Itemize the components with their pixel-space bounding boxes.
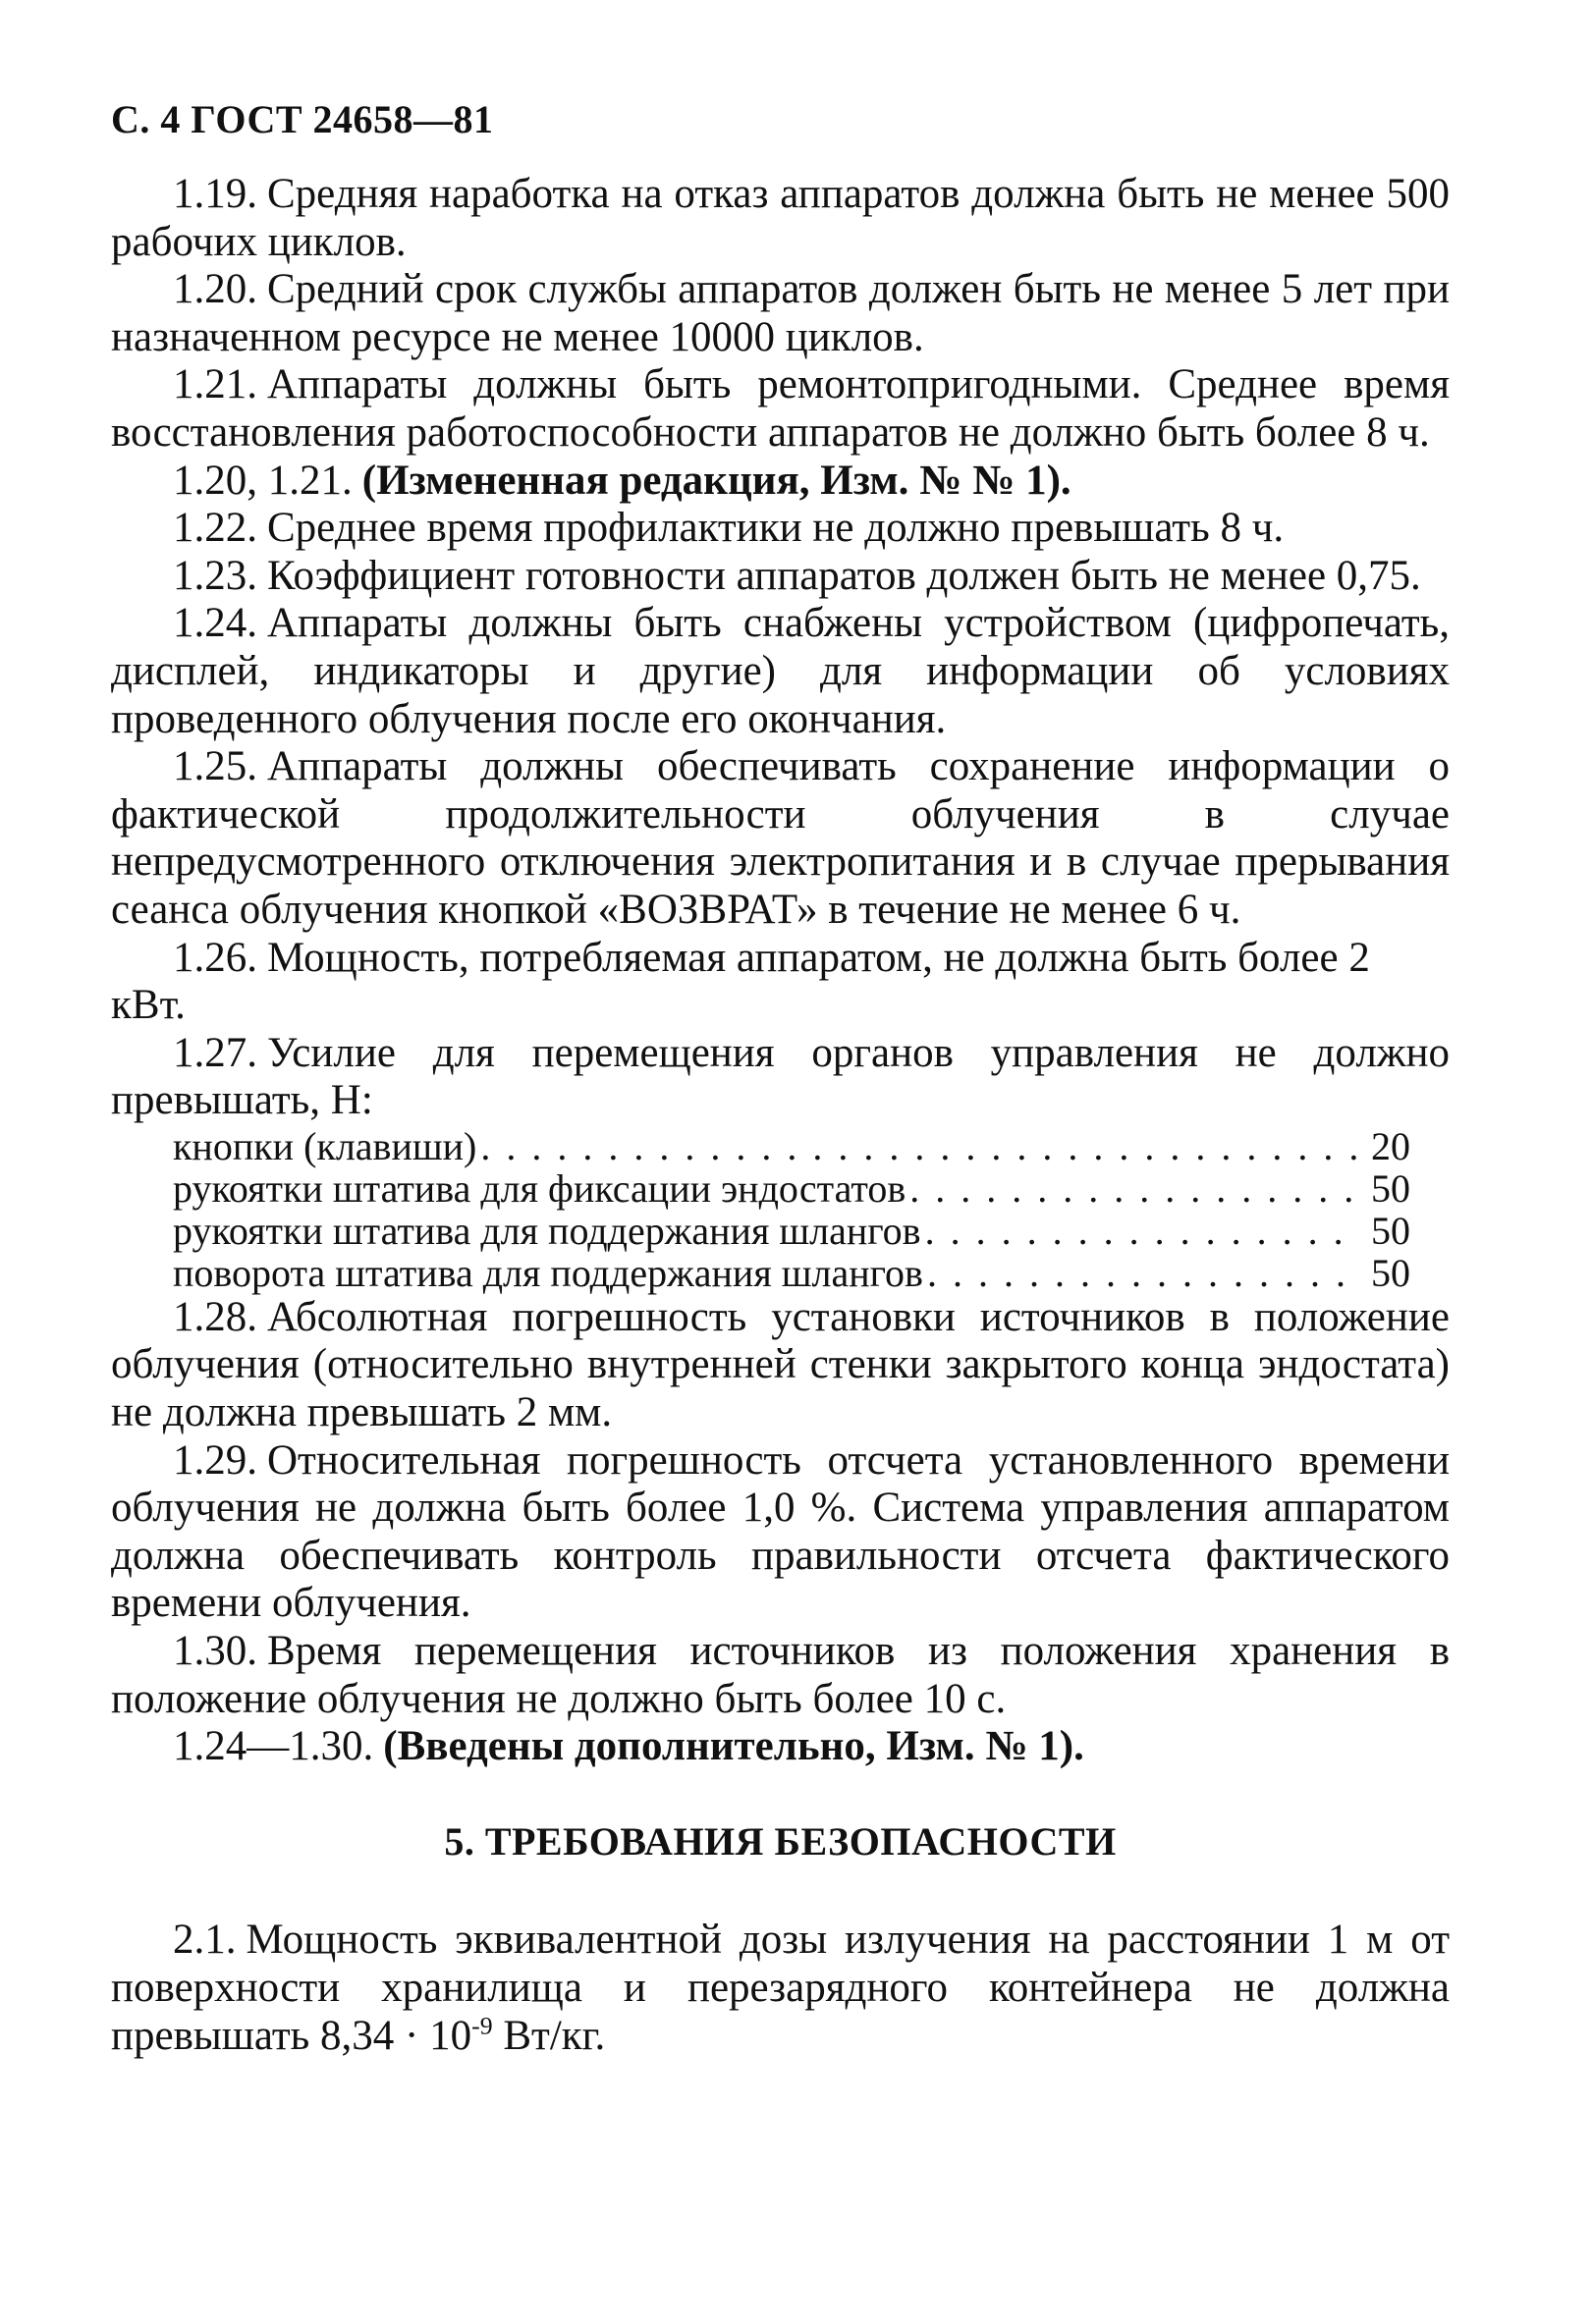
list-item-label: поворота штатива для поддержания шлангов xyxy=(173,1250,923,1295)
page-header: С. 4 ГОСТ 24658—81 xyxy=(111,97,494,141)
list-item xyxy=(173,1210,1430,1252)
clause-1-24 xyxy=(111,600,1450,743)
amendment-note-1 xyxy=(111,458,1450,506)
clause-1-26 xyxy=(111,935,1450,1030)
amendment-text: (Введены дополнительно, Изм. № 1). xyxy=(383,1723,1084,1770)
clause-number: 1.28. xyxy=(173,1293,257,1340)
clause-text: Мощность, потребляемая аппаратом, не должна быть более 2 кВт. xyxy=(111,934,1370,1029)
clause-1-25 xyxy=(111,743,1450,934)
clause-text: Мощность эквивалентной дозы излучения на расстоянии 1 м от поверхности хранилища и перезарядного контейнера не должна превышать 8,34 · 10 xyxy=(111,1917,1450,2059)
clause-1-27 xyxy=(111,1030,1450,1125)
clause-number: 1.23. xyxy=(173,552,257,599)
clause-1-29 xyxy=(111,1437,1450,1628)
list-item-label: рукоятки штатива для поддержания шлангов xyxy=(173,1208,921,1253)
leader-dots xyxy=(925,1210,1361,1252)
clause-1-21 xyxy=(111,361,1450,457)
list-item-value: 20 xyxy=(1371,1123,1410,1168)
clause-1-22 xyxy=(111,505,1450,553)
exponent: -9 xyxy=(471,2011,493,2040)
clause-text: Аппараты должны быть ремонтопригодными. Среднее время восстановления работоспособности аппаратов не должно быть более 8 ч. xyxy=(111,361,1450,456)
clause-1-28 xyxy=(111,1294,1450,1437)
clause-number: 1.26. xyxy=(173,934,257,981)
clause-number: 1.25. xyxy=(173,743,257,790)
leader-dots xyxy=(927,1252,1361,1294)
leader-dots xyxy=(909,1167,1361,1210)
clause-text: Аппараты должны обеспечивать сохранение информации о фактической продолжительности облучения в случае непредусмотренного отключения электропитания и в случае прерывания сеанса облучения кнопкой «ВОЗВРАТ» в течение не менее 6 ч. xyxy=(111,743,1450,933)
force-list xyxy=(173,1125,1430,1294)
section-title: 5. ТРЕБОВАНИЯ БЕЗОПАСНОСТИ xyxy=(444,1818,1117,1864)
list-item-value: 50 xyxy=(1371,1208,1410,1253)
clause-number: 1.30. xyxy=(173,1628,257,1675)
clause-text: Среднее время профилактики не должно превышать 8 ч. xyxy=(267,505,1285,552)
clause-text: Коэффициент готовности аппаратов должен быть не менее 0,75. xyxy=(267,552,1421,599)
clause-number: 1.20, 1.21. xyxy=(173,457,353,504)
leader-dots xyxy=(480,1125,1361,1167)
list-item-value: 50 xyxy=(1371,1165,1410,1211)
clause-1-23 xyxy=(111,553,1450,601)
clause-number: 1.22. xyxy=(173,505,257,552)
clause-number: 1.24—1.30. xyxy=(173,1723,374,1770)
amendment-text: (Измененная редакция, Изм. № № 1). xyxy=(361,457,1071,504)
clause-number: 1.20. xyxy=(173,266,257,313)
clause-number: 1.21. xyxy=(173,361,257,408)
document-body xyxy=(111,171,1450,2060)
unit-text: Вт/кг. xyxy=(492,2012,606,2059)
clause-number: 1.29. xyxy=(173,1436,257,1484)
clause-1-19 xyxy=(111,171,1450,266)
list-item xyxy=(173,1125,1430,1167)
amendment-note-2 xyxy=(111,1723,1450,1771)
clause-text: Усилие для перемещения органов управления не должно превышать, Н: xyxy=(111,1029,1450,1124)
clause-text: Средний срок службы аппаратов должен быть не менее 5 лет при назначенном ресурсе не менее 10000 циклов. xyxy=(111,266,1450,360)
clause-number: 1.27. xyxy=(173,1029,257,1076)
clause-text: Время перемещения источников из положения хранения в положение облучения не должно быть более 10 с. xyxy=(111,1628,1450,1722)
clause-number: 1.19. xyxy=(173,171,257,217)
clause-number: 2.1. xyxy=(173,1917,237,1964)
list-item xyxy=(173,1167,1430,1210)
list-item-label: кнопки (клавиши) xyxy=(173,1123,477,1168)
clause-1-30 xyxy=(111,1628,1450,1723)
clause-text: Средняя наработка на отказ аппаратов должна быть не менее 500 рабочих циклов. xyxy=(111,171,1450,265)
clause-text: Абсолютная погрешность установки источников в положение облучения (относительно внутренней стенки закрытого конца эндостата) не должна превышать 2 мм. xyxy=(111,1293,1450,1436)
clause-number: 1.24. xyxy=(173,600,257,647)
clause-text: Аппараты должны быть снабжены устройством (цифропечать, дисплей, индикаторы и другие) для информации об условиях проведенного облучения после его окончания. xyxy=(111,600,1450,742)
list-item xyxy=(173,1252,1430,1294)
clause-2-1 xyxy=(111,1917,1450,2060)
list-item-value: 50 xyxy=(1371,1250,1410,1295)
clause-text: Относительная погрешность отсчета установленного времени облучения не должна быть более 1,0 %. Система управления аппаратом должна обеспечивать контроль правильности отсчета фактического времени облучения. xyxy=(111,1436,1450,1627)
clause-1-20 xyxy=(111,266,1450,361)
list-item-label: рукоятки штатива для фиксации эндостатов xyxy=(173,1165,906,1211)
